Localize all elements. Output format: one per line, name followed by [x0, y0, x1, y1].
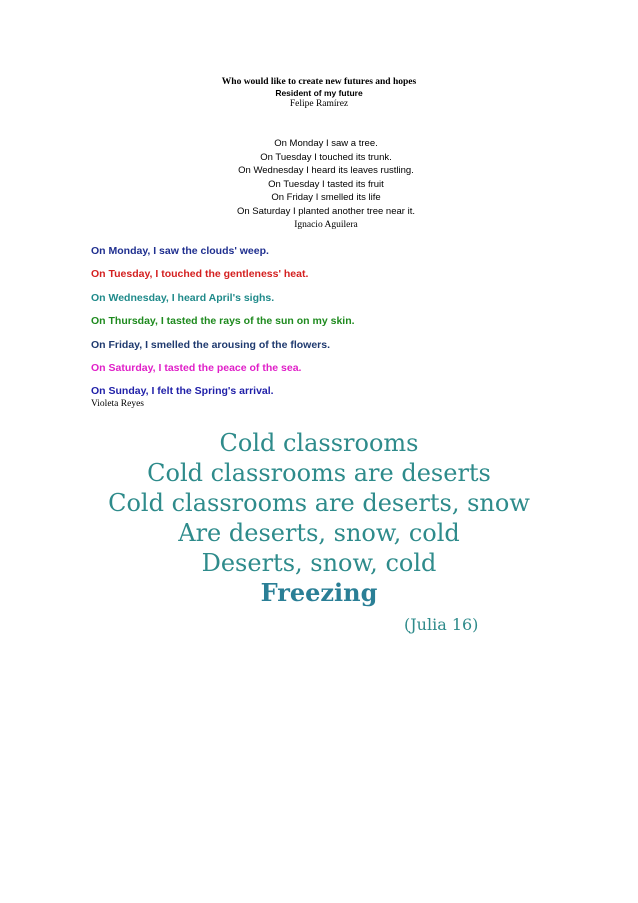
- poem-3-line: On Tuesday, I touched the gentleness' heat.: [91, 268, 309, 281]
- poem-2-line: On Saturday I planted another tree near it.: [237, 205, 415, 217]
- poem-4-line: Cold classrooms are deserts: [147, 459, 491, 487]
- poem-4-line: Cold classrooms are deserts, snow: [108, 489, 530, 517]
- poem-2-author: Ignacio Aguilera: [294, 219, 358, 230]
- poem-3-line: On Thursday, I tasted the rays of the sun on my skin.: [91, 315, 355, 328]
- poem-2-line: On Friday I smelled its life: [271, 192, 381, 204]
- poem-3-line: On Wednesday, I heard April's sighs.: [91, 291, 275, 304]
- poem-1: [0, 76, 638, 110]
- poem-4: [0, 428, 638, 634]
- poem-3: [91, 245, 611, 410]
- poem-2-line: On Monday I saw a tree.: [274, 138, 378, 149]
- poem-2-line: On Wednesday I heard its leaves rustling.: [238, 165, 414, 177]
- poem-4-final-word: Freezing: [260, 578, 378, 607]
- poem-3-line: On Saturday, I tasted the peace of the sea.: [91, 361, 302, 374]
- poem-4-line: Are deserts, snow, cold: [178, 519, 460, 547]
- poem-4-line: Cold classrooms: [219, 429, 419, 457]
- poem-1-author: Felipe Ramírez: [289, 99, 349, 109]
- poem-2-line: On Tuesday I tasted its fruit: [268, 178, 384, 190]
- poem-3-line: On Sunday, I felt the Spring's arrival.: [91, 385, 274, 398]
- poem-2: [0, 137, 638, 231]
- poem-4-line: Deserts, snow, cold: [201, 549, 437, 577]
- poem-1-line-1: Who would like to create new futures and hopes: [221, 77, 417, 87]
- poem-3-author: Violeta Reyes: [91, 399, 144, 410]
- poem-4-signoff: (Julia 16): [404, 615, 479, 634]
- poem-3-line: On Monday, I saw the clouds' weep.: [91, 245, 269, 257]
- poem-2-line: On Tuesday I touched its trunk.: [260, 151, 392, 163]
- poem-1-line-2: Resident of my future: [275, 88, 363, 98]
- poem-3-line: On Friday, I smelled the arousing of the flowers.: [91, 338, 331, 351]
